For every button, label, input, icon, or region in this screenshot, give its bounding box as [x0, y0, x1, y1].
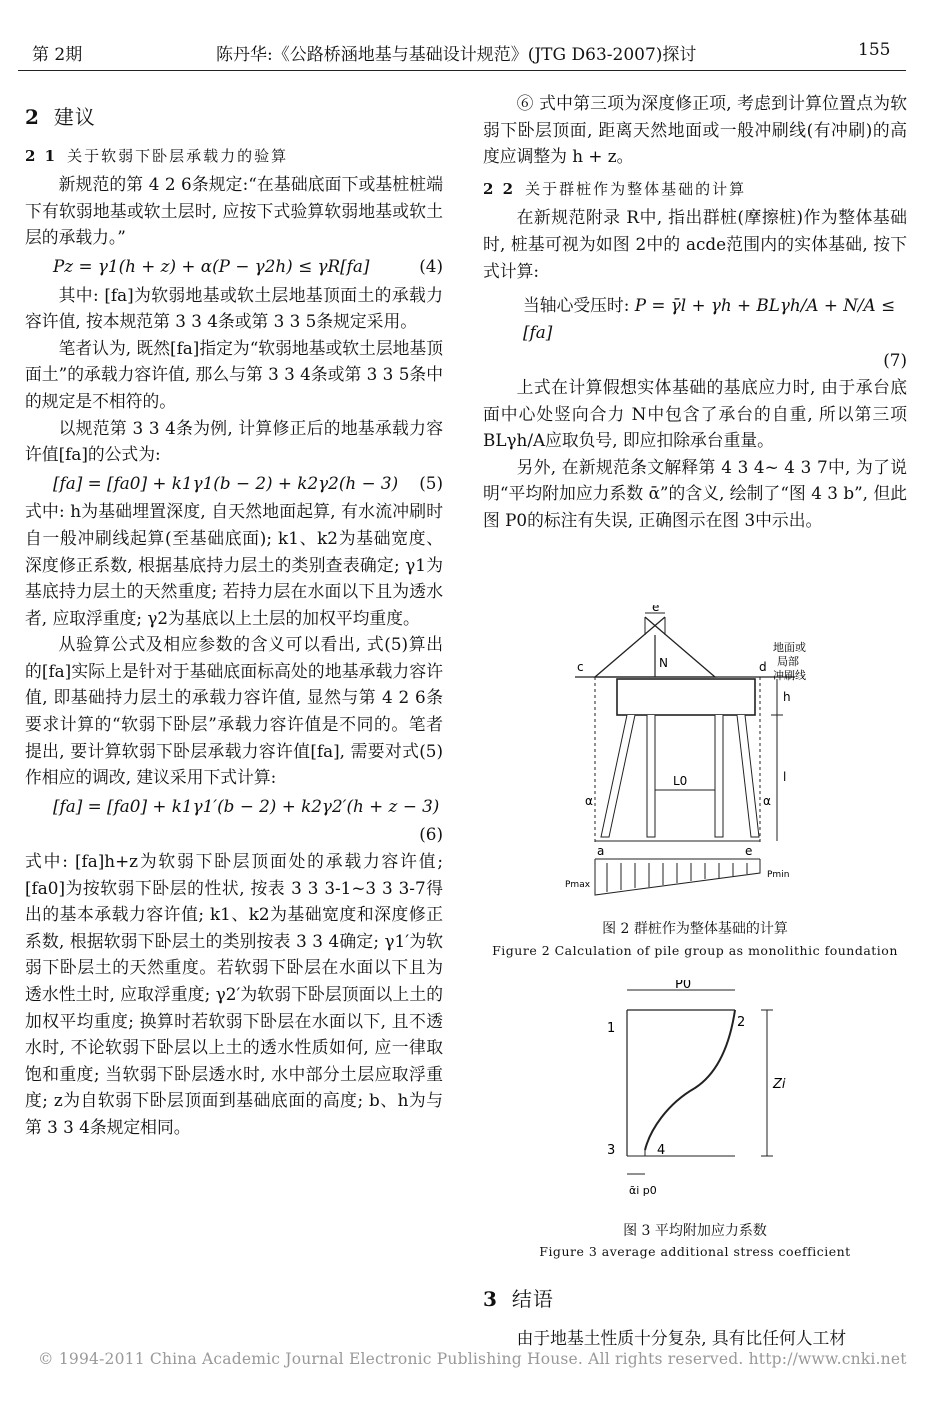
- page-number: 155: [858, 40, 891, 60]
- paragraph: 以规范第 3 3 4条为例, 计算修正后的地基承载力容许值[fa]的公式为:: [25, 417, 443, 465]
- label-c: c: [577, 660, 584, 674]
- paragraph: 新规范的第 4 2 6条规定:“在基础底面下或基桩桩端下有软弱地基或软土层时, 应按下式验算软弱地基或软土层的承载力。”: [25, 174, 443, 248]
- figure-2-caption-en: Figure 2 Calculation of pile group as monolithic foundation: [492, 943, 898, 958]
- figure-3-caption-en: Figure 3 average additional stress coefficient: [539, 1244, 851, 1259]
- figure-3-caption-cn: 图 3 平均附加应力系数: [623, 1223, 767, 1239]
- label-h: h: [783, 690, 791, 704]
- subsection-2-2-heading: 2 2 关于群桩作为整体基础的计算: [483, 179, 747, 198]
- label-2: 2: [737, 1015, 746, 1030]
- right-column: [483, 90, 907, 534]
- copyright-footer: © 1994-2011 China Academic Journal Electronic Publishing House. All rights reserved. http://www.cnki.net: [38, 1350, 907, 1368]
- label-zi: Zi: [773, 1077, 786, 1092]
- section-2-heading: 2 建议: [25, 105, 96, 129]
- equation-5: [fa] = [fa0] + k1γ1(b − 2) + k2γ2(h − 3) (5): [53, 472, 443, 493]
- figure-2-caption-cn: 图 2 群桩作为整体基础的计算: [602, 921, 788, 937]
- ground-label-3: 冲刷线: [773, 669, 806, 682]
- label-e-top: e: [652, 605, 660, 614]
- label-3: 3: [607, 1143, 616, 1158]
- paragraph: 式中: h为基础埋置深度, 自天然地面起算, 有水流冲刷时自一般冲刷线起算(至基础底面); k1、k2为基础宽度、深度修正系数, 根据基底持力层土的类别查表确定; γ1为基底持力层土的天然重度; 若持力层在水面以下且为透水者, 应取浮重度; γ2为基底以上土层的加权平均重度。: [25, 501, 443, 628]
- paragraph: 式中: [fa]h+z为软弱下卧层顶面处的承载力容许值; [fa0]为按软弱下卧层的性状, 按表 3 3 3-1~3 3 3-7得出的基本承载力容许值; k1、k2为基础宽度和深度修正系数, 根据软弱下卧层土的类别按表 3 3 4确定; γ1′为软弱下卧层土的天然重度。若软弱下卧层在水面以下且为透水性土时, 应取浮重度; γ2′为软弱下卧层顶面以上土的加权平均重度; 换算时若软弱下卧层在水面以下, 且不透水时, 不论软弱下卧层以上土的透水性质如何, 应一律取饱和重度; 当软弱下卧层透水时, 水中部分土层应取浮重度; z为自软弱下卧层顶面到基础底面的高度; b、h为与第 3 3 4条规定相同。: [25, 851, 443, 1137]
- equation-7-number: (7): [883, 350, 907, 371]
- equation-7: 当轴心受压时: P = γ̄l + γh + BLγh/A + N/A ≤ [fa]: [523, 295, 896, 342]
- left-column: [25, 100, 443, 1141]
- subsection-2-1-heading: 2 1 关于软弱下卧层承载力的验算: [25, 146, 289, 165]
- label-a: a: [597, 844, 605, 858]
- label-d: d: [759, 660, 767, 674]
- paragraph: 由于地基土性质十分复杂, 具有比任何人工材: [516, 1327, 847, 1348]
- section-3-heading: 3 结语: [483, 1287, 554, 1311]
- label-l: l: [783, 770, 787, 784]
- ground-label-1: 地面或: [773, 641, 806, 654]
- conclusion-section: [483, 1282, 907, 1351]
- paragraph: 其中: [fa]为软弱地基或软土层地基顶面土的承载力容许值, 按本规范第 3 3 4条或第 3 3 5条规定采用。: [25, 284, 443, 332]
- paragraph: 从验算公式及相应参数的含义可以看出, 式(5)算出的[fa]实际上是针对于基础底面标高处的地基承载力容许值, 即基础持力层土的承载力容许值, 显然与第 4 2 6条要求计算的“软弱下卧层”承载力容许值是不同的。笔者提出, 要计算软弱下卧层承载力容许值[fa], 需要对式(5)作相应的调改, 建议采用下式计算:: [25, 634, 443, 788]
- paragraph: ⑥ 式中第三项为深度修正项, 考虑到计算位置点为软弱下卧层顶面, 距离天然地面或一般冲刷线(有冲刷)的高度应调整为 h + z。: [483, 93, 907, 167]
- label-alpha-p0: ᾱi p0: [629, 1184, 657, 1197]
- label-L0: L0: [673, 774, 688, 788]
- running-title: 陈丹华:《公路桥涵地基与基础设计规范》(JTG D63-2007)探讨: [216, 45, 697, 65]
- figure-3-diagram: [595, 980, 815, 1200]
- label-N: N: [659, 656, 668, 670]
- paragraph: 笔者认为, 既然[fa]指定为“软弱地基或软土层地基顶面土”的承载力容许值, 那么与第 3 3 4条或第 3 3 5条中的规定是不相符的。: [25, 337, 443, 411]
- label-alpha-right: α: [763, 794, 771, 808]
- paragraph: 在新规范附录 R中, 指出群桩(摩擦桩)作为整体基础时, 桩基可视为如图 2中的 acde范围内的实体基础, 按下式计算:: [483, 207, 907, 281]
- label-p0: P0: [675, 980, 692, 992]
- issue-number: 第 2期: [32, 45, 83, 65]
- equation-6-number: (6): [419, 824, 443, 845]
- ground-label-2: 局部: [777, 655, 799, 668]
- equation-6: [fa] = [fa0] + k1γ1′(b − 2) + k2γ2′(h + z − 3): [53, 795, 440, 816]
- label-pmin: Pmin: [767, 870, 790, 880]
- label-4: 4: [657, 1143, 666, 1158]
- label-pmax: Pmax: [565, 880, 591, 890]
- figure-2-diagram: [555, 605, 855, 905]
- paragraph: 另外, 在新规范条文解释第 4 3 4~ 4 3 7中, 为了说明“平均附加应力系数 ᾱ”的含义, 绘制了“图 4 3 b”, 但此图 P0的标注有失误, 正确图示在图 3中示出。: [483, 456, 907, 530]
- label-e-bottom: e: [745, 844, 753, 858]
- label-alpha-left: α: [585, 794, 593, 808]
- equation-4: Pz = γ1(h + z) + α(P − γ2h) ≤ γR[fa] (4): [53, 255, 443, 276]
- label-1: 1: [607, 1021, 616, 1036]
- paragraph: 上式在计算假想实体基础的基底应力时, 由于承台底面中心处竖向合力 N中包含了承台的自重, 所以第三项BLγh/A应取负号, 即应扣除承台重量。: [483, 376, 907, 451]
- header-rule: [18, 70, 906, 71]
